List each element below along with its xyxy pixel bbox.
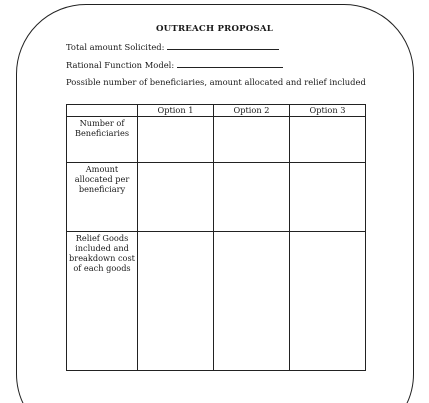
cell-option-2-amount[interactable]	[214, 163, 290, 232]
total-amount-label: Total amount Solicited:	[66, 42, 165, 52]
rational-model-label: Rational Function Model:	[66, 60, 175, 70]
total-amount-line	[66, 41, 279, 52]
cell-option-3-amount[interactable]	[290, 163, 366, 232]
header-option-2: Option 2	[214, 105, 290, 117]
document-title: OUTREACH PROPOSAL	[155, 24, 274, 34]
cell-option-2-relief[interactable]	[214, 232, 290, 371]
table-row	[67, 163, 366, 232]
table-row	[67, 232, 366, 371]
row-label-relief-goods: Relief Goods included and breakdown cost of each goods	[67, 232, 138, 371]
cell-option-2-beneficiaries[interactable]	[214, 117, 290, 163]
row-label-amount: Amount allocated per beneficiary	[67, 163, 138, 232]
table-header-row	[67, 105, 366, 117]
row-label-beneficiaries: Number of Beneficiaries	[67, 117, 138, 163]
rational-model-blank[interactable]	[177, 59, 283, 68]
cell-option-1-amount[interactable]	[138, 163, 214, 232]
cell-option-3-beneficiaries[interactable]	[290, 117, 366, 163]
header-option-1: Option 1	[138, 105, 214, 117]
rational-model-line	[66, 59, 283, 70]
header-option-3: Option 3	[290, 105, 366, 117]
total-amount-blank[interactable]	[167, 41, 279, 50]
table-row	[67, 117, 366, 163]
cell-option-3-relief[interactable]	[290, 232, 366, 371]
cell-option-1-beneficiaries[interactable]	[138, 117, 214, 163]
instruction-text: Possible number of beneficiaries, amount allocated and relief included	[66, 77, 366, 87]
cell-option-1-relief[interactable]	[138, 232, 214, 371]
header-empty-cell	[67, 105, 138, 117]
options-table	[66, 104, 366, 371]
